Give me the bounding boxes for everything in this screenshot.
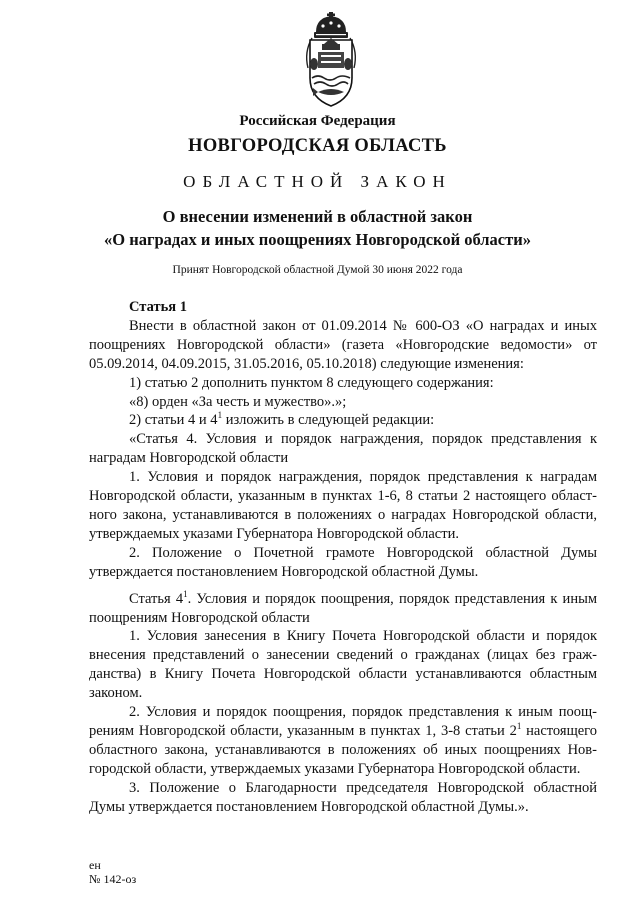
document-footer (89, 858, 136, 886)
article-4-1-heading (89, 590, 597, 628)
law-title-line-2: «О наградах и иных поощрениях Новгородской области» (103, 230, 531, 249)
article-4-1-paragraph-2-text: 2. Условия и порядок поощрения, порядок представления к иным поощрениям Новгородской области, указанным в пунктах 1, 3-8 статьи 2 (89, 704, 597, 739)
amendment-item-2-text: 2) статьи 4 и 4 (129, 412, 218, 429)
article-1-intro: Внести в областной закон от 01.09.2014 № 600-ОЗ «О наградах и иных поощрениях Новгородской области» (газета «Новгородские ведомости» от 05.09.2014, 04.09.2015, 31.05.2016, 05.10.2018) следующие изменения: (89, 317, 597, 372)
amendment-item-2-text-end: изложить в следующей редакции: (222, 412, 435, 429)
footer-initials: ен (89, 858, 101, 872)
article-4-paragraph-1: 1. Условия и порядок награждения, порядок представления к наградам Новгородской области, указанным в пунктах 1-6, 8 статьи 2 настоящего областного закона, устанавливаются в положениях о наградах Новгородской области, утверждаемых указами Губернатора Новгородской области. (89, 469, 597, 542)
region-name: НОВГОРОДСКАЯ ОБЛАСТЬ (188, 136, 447, 156)
article-4-paragraph-2: 2. Положение о Почетной грамоте Новгородской областной Думы утверждается постановлением Новгородской областной Думы. (89, 544, 597, 580)
law-body (89, 298, 597, 816)
amendment-item-1-quote: «8) орден «За честь и мужество».»; (129, 393, 347, 410)
amendment-item-1: 1) статью 2 дополнить пунктом 8 следующего содержания: (129, 374, 494, 391)
article-4-1-heading-text: Статья 4 (129, 590, 184, 607)
article-4-1-paragraph-1: 1. Условия занесения в Книгу Почета Новгородской области и порядок внесения представлений о занесении сведений о гражданах (лицах без гражданства) в Книгу Почета Новгородской области устанавливаются областным законом. (89, 628, 597, 702)
article-4-heading: «Статья 4. Условия и порядок награждения, порядок представления к наградам Новгородской области (89, 431, 597, 467)
superscript: 1 (516, 721, 522, 732)
law-title-line-1: О внесении изменений в областной закон (162, 207, 473, 226)
article-4-1-paragraph-2 (89, 703, 597, 779)
superscript: 1 (183, 588, 188, 599)
amendment-item-2 (89, 411, 597, 430)
novgorod-coat-of-arms-icon (294, 12, 368, 108)
article-4-1-heading-text-end: . Условия и порядок поощрения, порядок представления к иным поощрениям Новгородской области (89, 590, 597, 626)
law-type: ОБЛАСТНОЙ ЗАКОН (183, 172, 452, 191)
superscript: 1 (217, 410, 223, 421)
law-number: № 142-оз (89, 872, 137, 886)
article-1-heading: Статья 1 (129, 299, 187, 315)
law-title (0, 205, 635, 251)
article-4-1-paragraph-3: 3. Положение о Благодарности председателя Новгородской областной Думы утверждается постановлением Новгородской областной Думы.». (89, 779, 597, 815)
adoption-note: Принят Новгородской областной Думой 30 июня 2022 года (172, 264, 463, 276)
article-4-1-paragraph-2-text-end: настоящего областного закона, устанавливаются в положениях об иных поощрениях Новгородской области, утверждаемых указами Губернатора Новгородской области. (89, 722, 598, 777)
federation-name: Российская Федерация (239, 113, 396, 129)
